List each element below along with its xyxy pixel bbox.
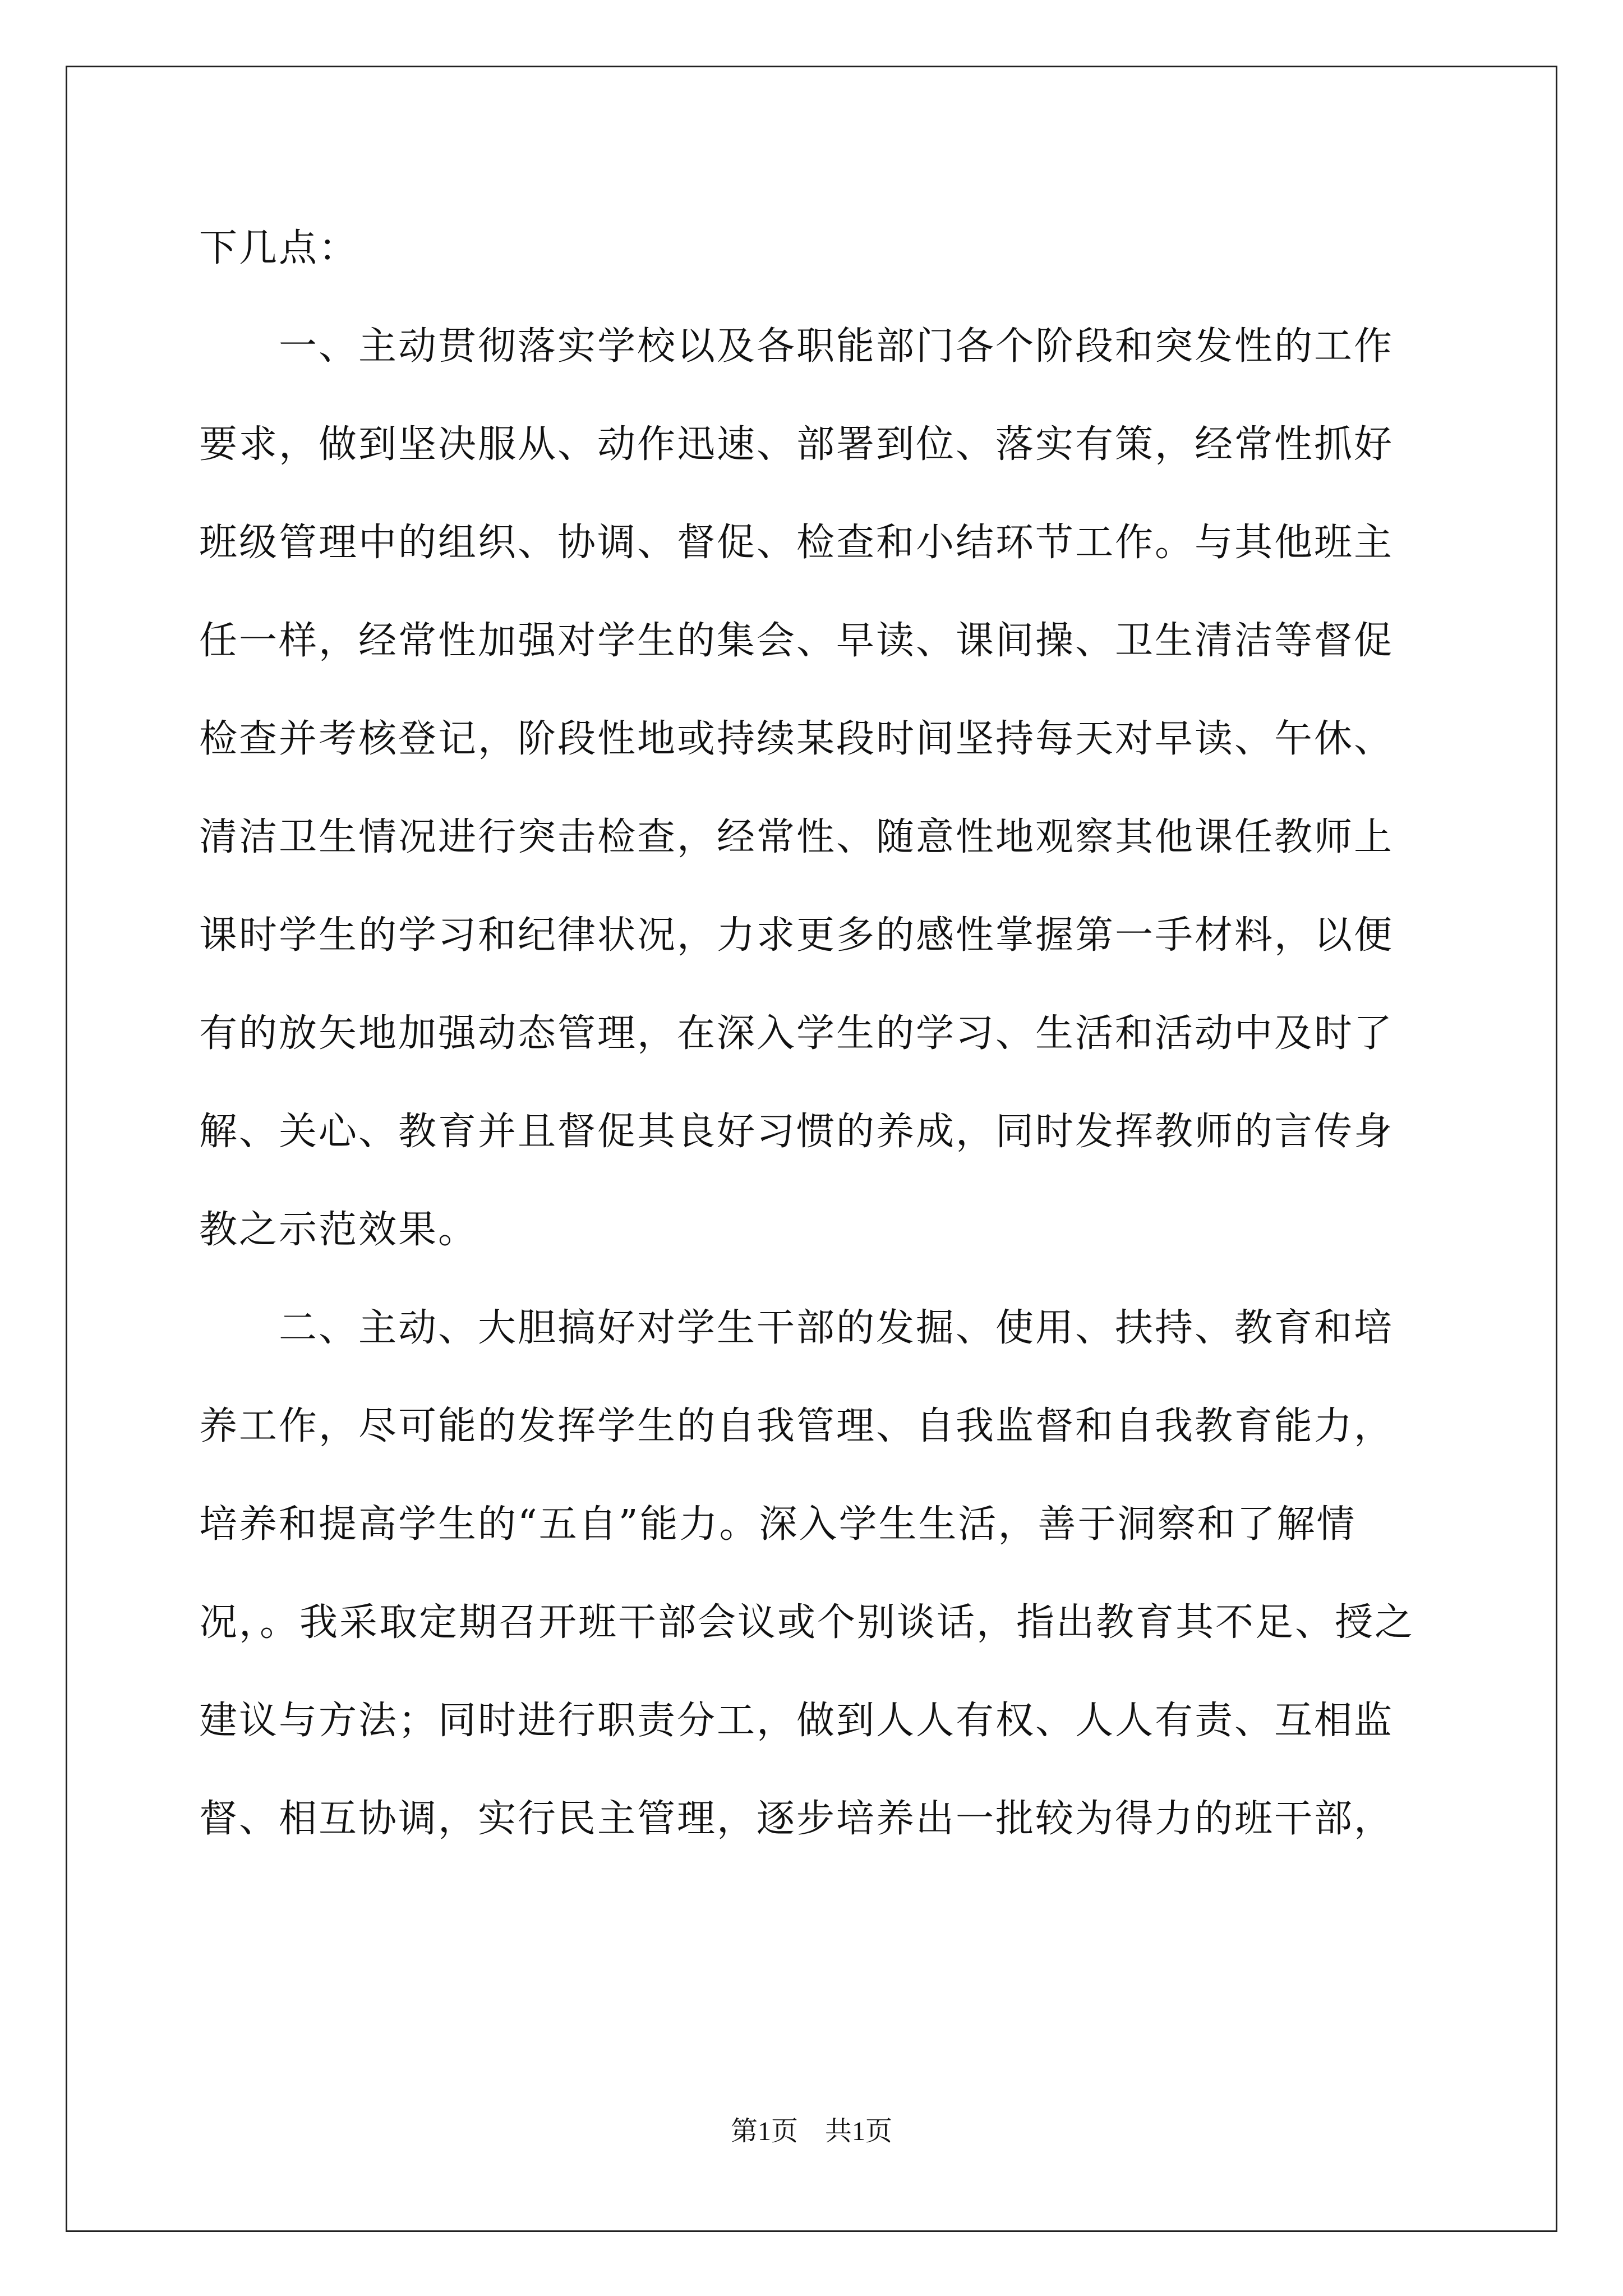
text-line: 班级管理中的组织、协调、督促、检查和小结环节工作。与其他班主 <box>199 521 1394 565</box>
text-line: 清洁卫生情况进行突击检查，经常性、随意性地观察其他课任教师上 <box>199 815 1394 859</box>
text-line: 教之示范效果。 <box>199 1208 478 1252</box>
text-line: 课时学生的学习和纪律状况，力求更多的感性掌握第一手材料，以便 <box>199 913 1394 958</box>
text-line: 建议与方法；同时进行职责分工，做到人人有权、人人有责、互相监 <box>199 1699 1394 1743</box>
text-line: 一、主动贯彻落实学校以及各职能部门各个阶段和突发性的工作 <box>199 324 1394 369</box>
text-line: 任一样，经常性加强对学生的集会、早读、课间操、卫生清洁等督促 <box>199 619 1394 663</box>
page-footer <box>0 2109 1623 2148</box>
text-line: 有的放矢地加强动态管理，在深入学生的学习、生活和活动中及时了 <box>199 1011 1394 1056</box>
text-line: 解、关心、教育并且督促其良好习惯的养成，同时发挥教师的言传身 <box>199 1110 1394 1154</box>
page-number: 第1页 共1页 <box>730 2116 892 2146</box>
document-body <box>199 199 1422 1868</box>
text-line: 二、主动、大胆搞好对学生干部的发掘、使用、扶持、教育和培 <box>199 1306 1394 1350</box>
text-line: 检查并考核登记，阶段性地或持续某段时间坚持每天对早读、午休、 <box>199 717 1394 761</box>
text-line: 培养和提高学生的“五自”能力。深入学生生活，善于洞察和了解情 <box>199 1502 1357 1547</box>
text-line: 下几点： <box>199 226 359 270</box>
text-line: 况，。我采取定期召开班干部会议或个别谈话，指出教育其不足、授之 <box>199 1600 1415 1645</box>
text-line: 养工作，尽可能的发挥学生的自我管理、自我监督和自我教育能力， <box>199 1404 1394 1448</box>
text-line: 督、相互协调，实行民主管理，逐步培养出一批较为得力的班干部， <box>199 1797 1394 1841</box>
text-line: 要求，做到坚决服从、动作迅速、部署到位、落实有策，经常性抓好 <box>199 422 1394 467</box>
